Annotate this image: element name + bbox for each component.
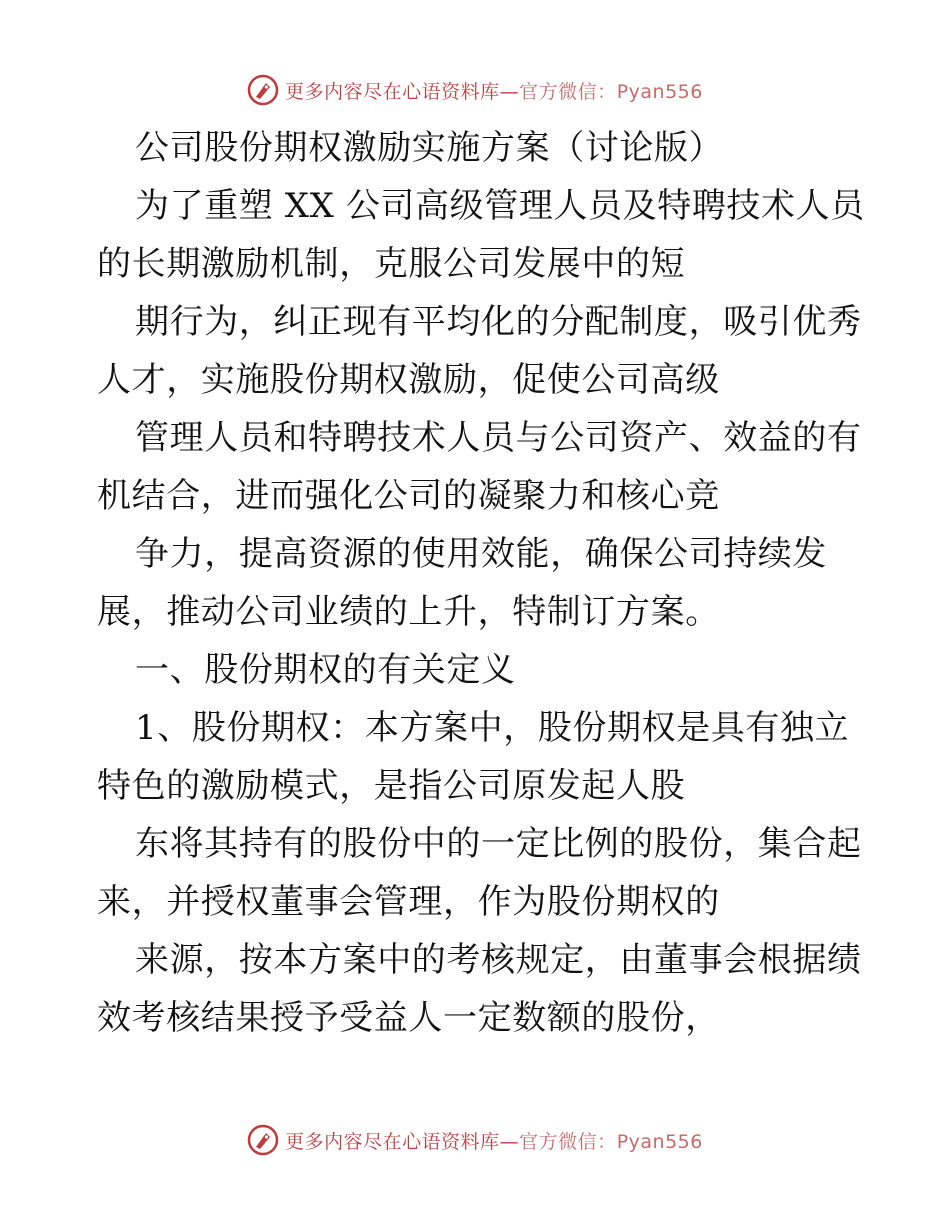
paragraph-line: 展，推动公司业绩的上升，特制订方案。 bbox=[97, 592, 720, 632]
paragraph-line: 为了重塑 XX 公司高级管理人员及特聘技术人员 bbox=[135, 186, 865, 226]
paragraph-line: 管理人员和特聘技术人员与公司资产、效益的有 bbox=[135, 418, 862, 458]
paragraph-line: 争力，提高资源的使用效能，确保公司持续发 bbox=[135, 534, 827, 574]
paragraph-line: 期行为，纠正现有平均化的分配制度，吸引优秀 bbox=[135, 302, 862, 342]
header-banner-text: 更多内容尽在心语资料库—官方微信：Pyan556 bbox=[285, 80, 703, 103]
paragraph-line: 的长期激励机制，克服公司发展中的短 bbox=[97, 244, 686, 284]
paragraph-line: 来源，按本方案中的考核规定，由董事会根据绩 bbox=[135, 940, 862, 980]
pen-nib-logo-icon bbox=[247, 74, 279, 106]
pen-nib-logo-icon bbox=[247, 1124, 279, 1156]
paragraph-line: 东将其持有的股份中的一定比例的股份，集合起 bbox=[135, 824, 862, 864]
paragraph-line: 效考核结果授予受益人一定数额的股份， bbox=[97, 998, 720, 1038]
section-heading: 一、股份期权的有关定义 bbox=[135, 650, 516, 690]
document-title: 公司股份期权激励实施方案（讨论版） bbox=[135, 128, 724, 168]
paragraph-line: 机结合，进而强化公司的凝聚力和核心竞 bbox=[97, 476, 720, 516]
footer-watermark-banner bbox=[0, 1120, 950, 1160]
footer-banner-text: 更多内容尽在心语资料库—官方微信：Pyan556 bbox=[285, 1130, 703, 1153]
paragraph-line: 来，并授权董事会管理，作为股份期权的 bbox=[97, 882, 720, 922]
paragraph-line: 特色的激励模式，是指公司原发起人股 bbox=[97, 766, 686, 806]
paragraph-line: 1、股份期权：本方案中，股份期权是具有独立 bbox=[135, 708, 850, 748]
paragraph-line: 人才，实施股份期权激励，促使公司高级 bbox=[97, 360, 720, 400]
header-watermark-banner bbox=[0, 70, 950, 110]
